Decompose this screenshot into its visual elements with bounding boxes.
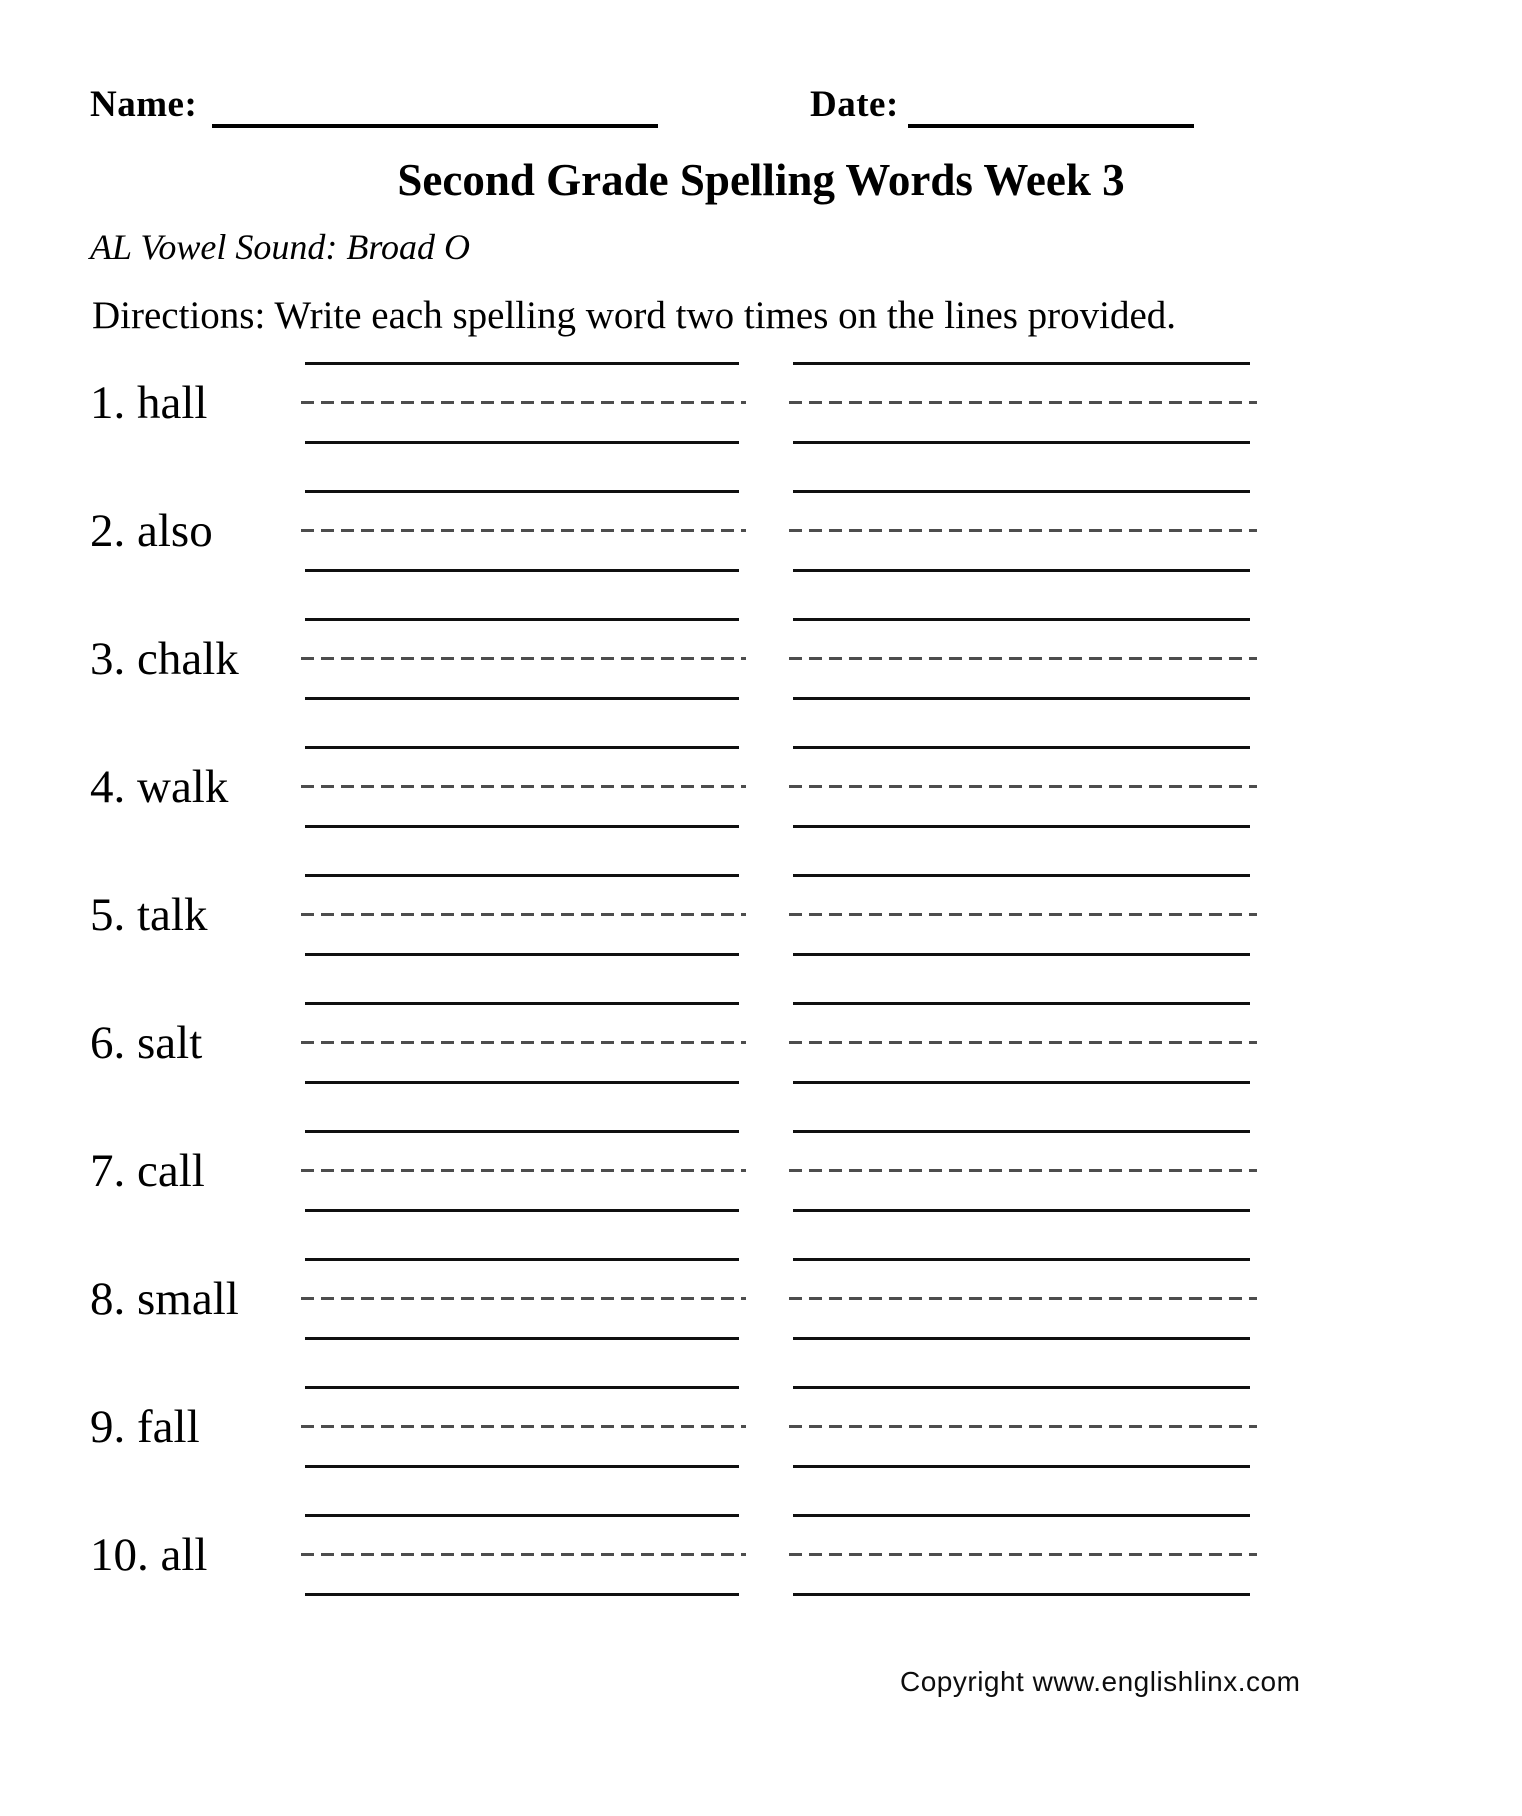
dashed-guide-line — [789, 1041, 1257, 1044]
dashed-guide-line — [789, 529, 1257, 532]
dashed-guide-line — [789, 1553, 1257, 1556]
date-blank[interactable] — [908, 92, 1194, 128]
date-label: Date: — [810, 84, 899, 125]
page-title: Second Grade Spelling Words Week 3 — [397, 155, 1125, 205]
dashed-guide-line — [789, 913, 1257, 916]
spelling-row — [90, 618, 1435, 700]
spelling-row — [90, 1130, 1435, 1212]
writing-lines-left[interactable] — [305, 362, 739, 444]
dashed-guide-line — [301, 913, 746, 916]
writing-lines-right[interactable] — [793, 1130, 1250, 1212]
word-label: 3. chalk — [90, 632, 239, 685]
spelling-row — [90, 362, 1435, 444]
writing-lines-right[interactable] — [793, 490, 1250, 572]
word-label: 10. all — [90, 1528, 208, 1581]
spelling-row — [90, 746, 1435, 828]
dashed-guide-line — [301, 401, 746, 404]
dashed-guide-line — [301, 1425, 746, 1428]
dashed-guide-line — [789, 1297, 1257, 1300]
writing-lines-right[interactable] — [793, 1514, 1250, 1596]
word-label: 6. salt — [90, 1016, 203, 1069]
writing-lines-right[interactable] — [793, 874, 1250, 956]
dashed-guide-line — [301, 657, 746, 660]
dashed-guide-line — [301, 1169, 746, 1172]
word-label: 7. call — [90, 1144, 205, 1197]
dashed-guide-line — [789, 657, 1257, 660]
lesson-subtitle: AL Vowel Sound: Broad O — [90, 227, 471, 267]
writing-lines-left[interactable] — [305, 1002, 739, 1084]
writing-lines-right[interactable] — [793, 1002, 1250, 1084]
writing-lines-left[interactable] — [305, 1258, 739, 1340]
writing-lines-left[interactable] — [305, 618, 739, 700]
spelling-row — [90, 490, 1435, 572]
spelling-row — [90, 874, 1435, 956]
word-label: 2. also — [90, 504, 213, 557]
dashed-guide-line — [789, 1169, 1257, 1172]
spelling-row — [90, 1258, 1435, 1340]
spelling-row — [90, 1514, 1435, 1596]
dashed-guide-line — [301, 1041, 746, 1044]
name-blank[interactable] — [212, 92, 658, 128]
word-label: 5. talk — [90, 888, 208, 941]
writing-lines-right[interactable] — [793, 1258, 1250, 1340]
name-label: Name: — [90, 84, 198, 125]
writing-lines-right[interactable] — [793, 746, 1250, 828]
writing-lines-left[interactable] — [305, 1514, 739, 1596]
spelling-row — [90, 1002, 1435, 1084]
directions-text: Directions: Write each spelling word two times on the lines provided. — [92, 294, 1177, 337]
writing-lines-left[interactable] — [305, 1386, 739, 1468]
dashed-guide-line — [301, 1553, 746, 1556]
writing-lines-left[interactable] — [305, 746, 739, 828]
spelling-row — [90, 1386, 1435, 1468]
dashed-guide-line — [789, 1425, 1257, 1428]
dashed-guide-line — [789, 785, 1257, 788]
word-label: 9. fall — [90, 1400, 200, 1453]
dashed-guide-line — [301, 529, 746, 532]
word-rows — [90, 362, 1435, 1642]
copyright-text: Copyright www.englishlinx.com — [900, 1666, 1301, 1697]
dashed-guide-line — [301, 1297, 746, 1300]
writing-lines-right[interactable] — [793, 618, 1250, 700]
writing-lines-left[interactable] — [305, 874, 739, 956]
dashed-guide-line — [301, 785, 746, 788]
word-label: 8. small — [90, 1272, 239, 1325]
word-label: 1. hall — [90, 376, 208, 429]
dashed-guide-line — [789, 401, 1257, 404]
word-label: 4. walk — [90, 760, 229, 813]
writing-lines-left[interactable] — [305, 490, 739, 572]
writing-lines-left[interactable] — [305, 1130, 739, 1212]
writing-lines-right[interactable] — [793, 1386, 1250, 1468]
writing-lines-right[interactable] — [793, 362, 1250, 444]
